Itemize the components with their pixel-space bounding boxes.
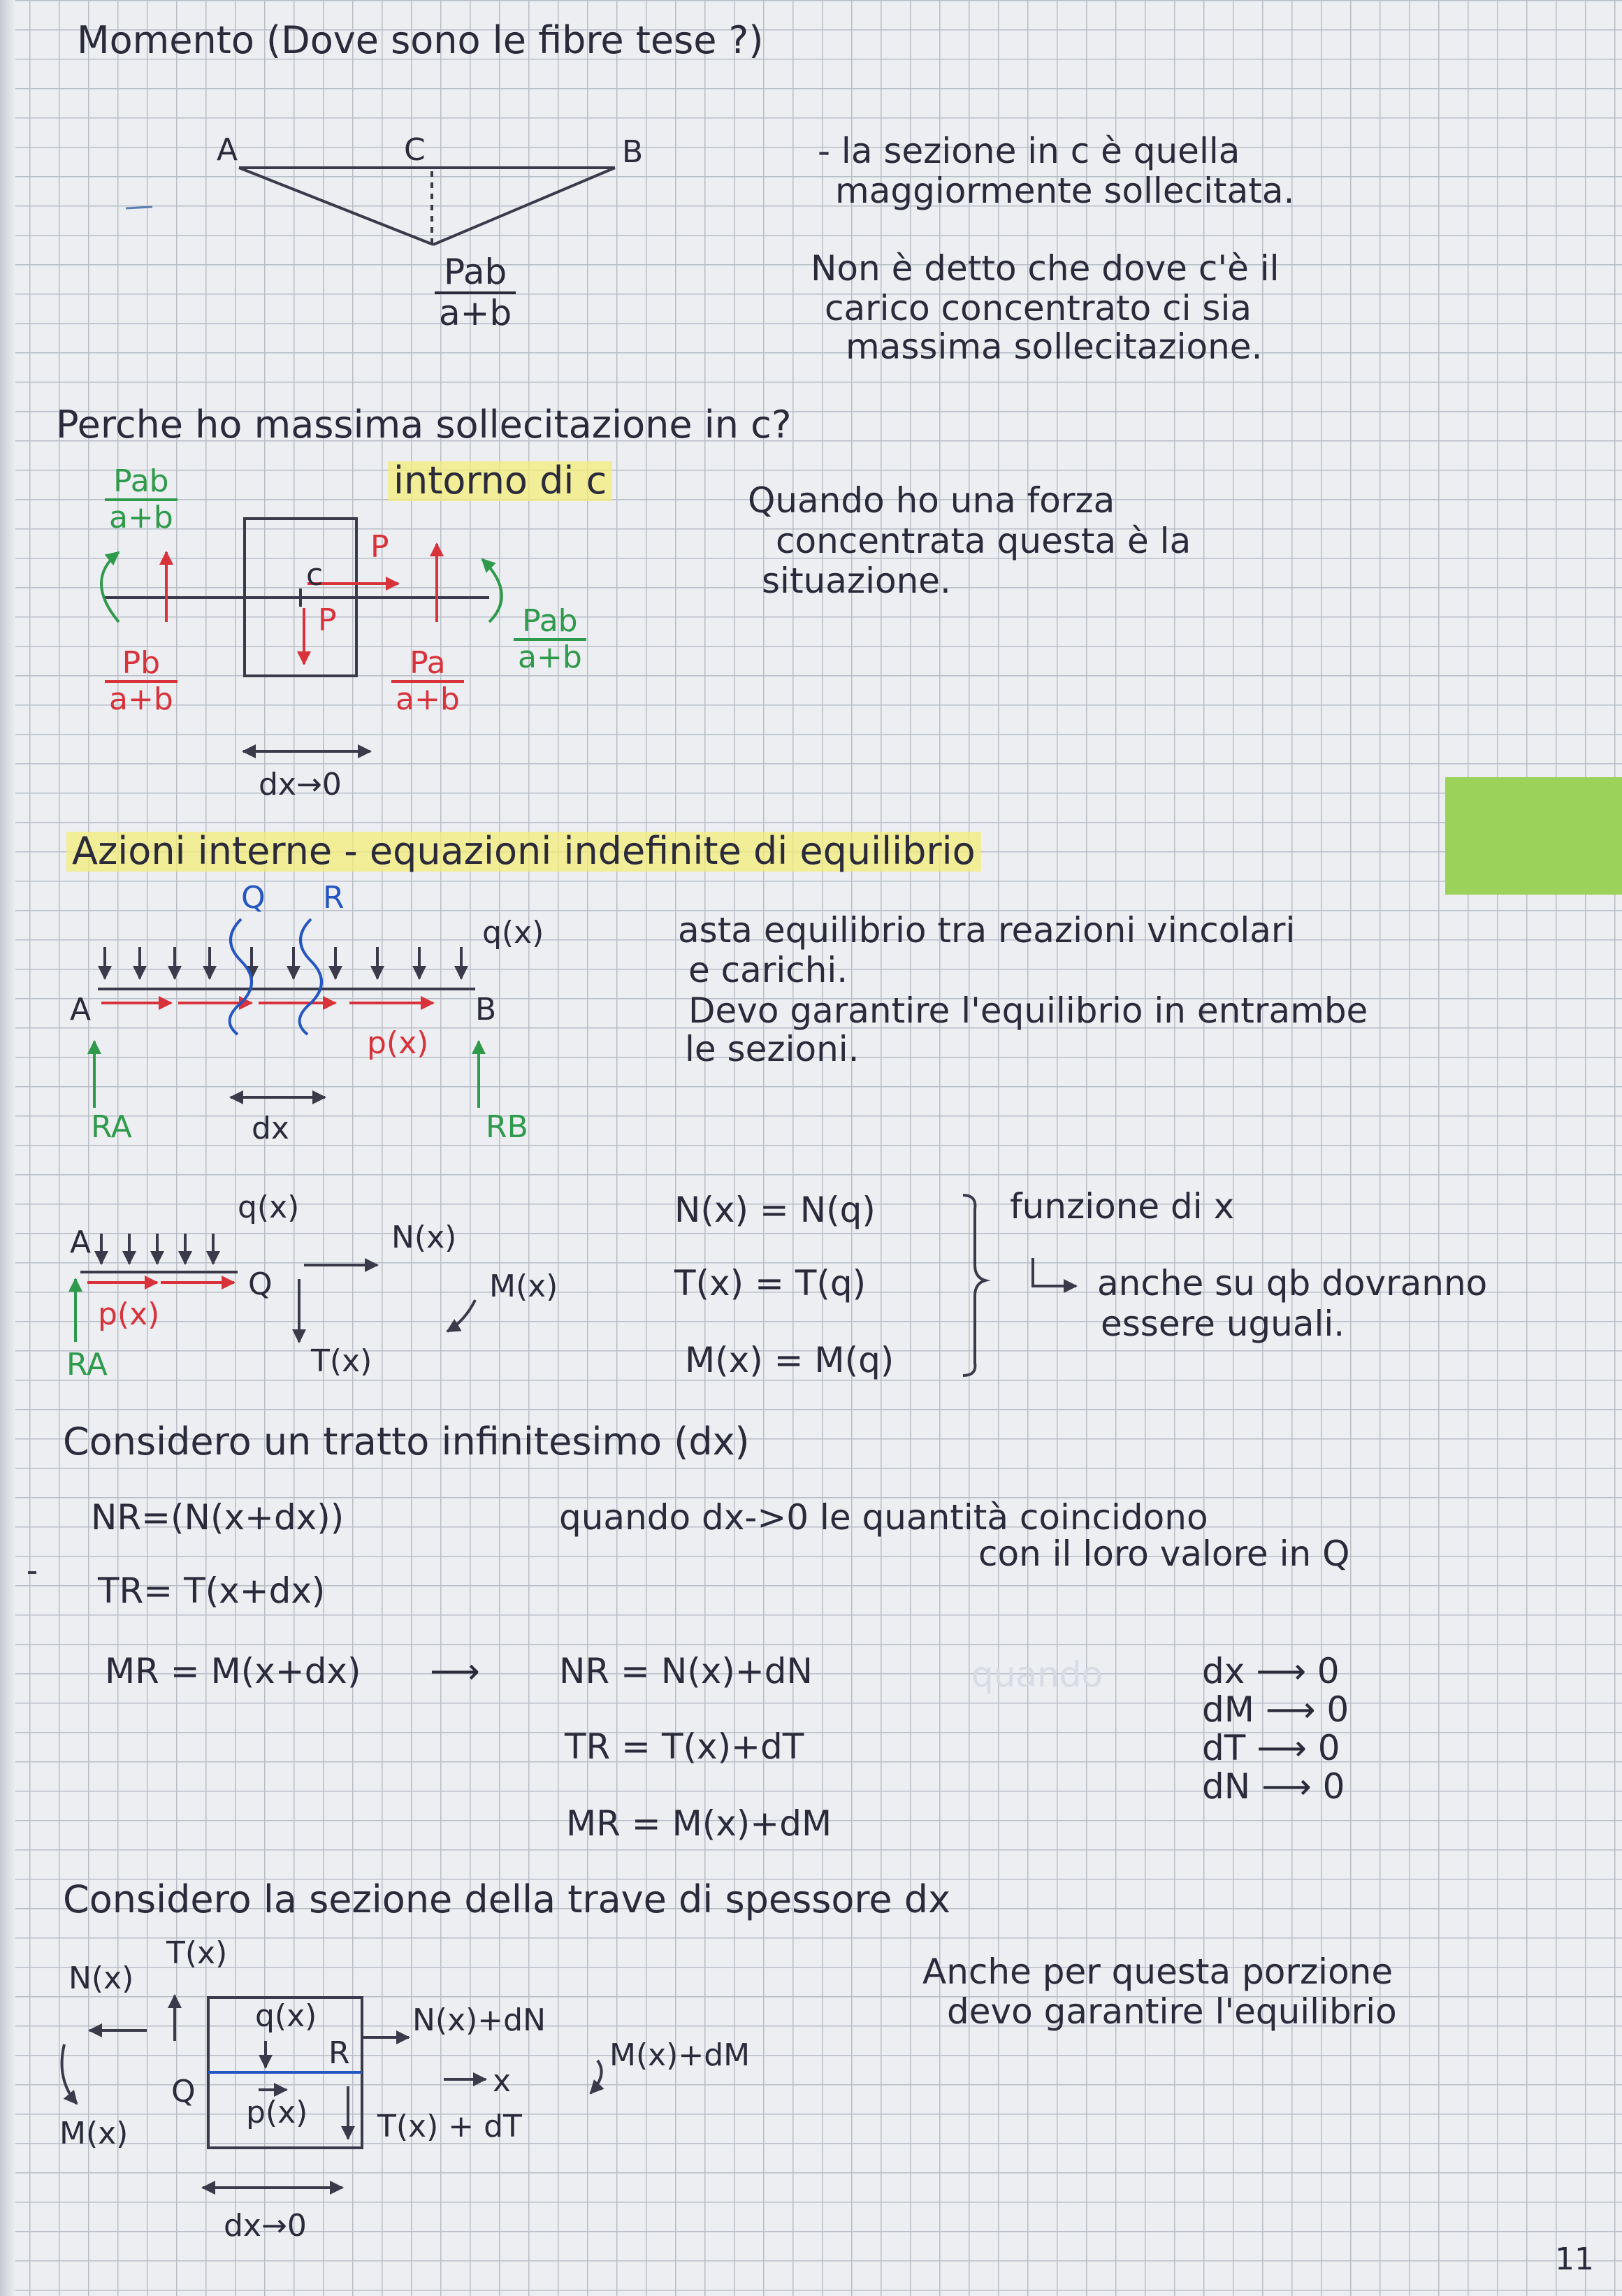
fraction-denominator: a+b [109, 681, 173, 718]
cut-line-r [300, 919, 321, 1034]
label-ra: RA [66, 1347, 108, 1382]
label-q-cut: Q [241, 880, 266, 916]
fraction-denominator: a+b [518, 640, 582, 676]
fraction-denominator: a+b [439, 293, 512, 333]
note-line2: concentrata questa è la [776, 521, 1192, 561]
note2-line1: Non è detto che dove c'è il [811, 248, 1280, 289]
note1-line2: maggiormente sollecitata. [835, 171, 1295, 211]
label-dx-limit: dx→0 [259, 767, 342, 802]
mdm-arrow [591, 2060, 602, 2093]
label-nx: N(x) [391, 1220, 457, 1255]
label-mx: M(x) [59, 2116, 129, 2151]
section5-title: Considero un tratto infinitesimo (dx) [63, 1420, 750, 1464]
limit-dx: dx ⟶ 0 [1202, 1651, 1340, 1691]
fraction-moment-right [514, 605, 586, 675]
point-c-label: C [404, 132, 426, 168]
limit-dn: dN ⟶ 0 [1202, 1766, 1345, 1807]
label-dx-limit: dx→0 [224, 2208, 307, 2244]
fraction-reaction-pb [105, 647, 178, 717]
nr-definition: NR=(N(x+dx)) [91, 1497, 345, 1538]
nr-expansion: NR = N(x)+dN [559, 1651, 813, 1691]
label-r-cut: R [323, 880, 345, 916]
distributed-load-arrows [105, 947, 461, 979]
note-line4: le sezioni. [685, 1029, 860, 1069]
tr-expansion: TR = T(x)+dT [565, 1726, 804, 1767]
margin-mark [126, 207, 152, 208]
label-dx: dx [252, 1111, 289, 1146]
left-portion-diagram [75, 1195, 1076, 1379]
label-nx: N(x) [68, 1961, 134, 1996]
label-t-plus-dt: T(x) + dT [377, 2109, 522, 2144]
fraction-numerator: Pab [435, 253, 516, 294]
note-line3: Devo garantire l'equilibrio in entrambe [688, 990, 1368, 1031]
fraction-numerator: Pb [105, 647, 178, 683]
brace [963, 1195, 985, 1376]
func-note-line1: anche su qb dovranno [1097, 1263, 1488, 1304]
label-a: A [70, 1225, 92, 1260]
fraction-reaction-pa [391, 647, 464, 717]
label-ra: RA [91, 1109, 132, 1145]
point-a-label: A [217, 132, 238, 168]
fraction-moment-left [105, 465, 178, 535]
label-p-down: P [318, 602, 337, 638]
label-px: p(x) [98, 1297, 160, 1332]
note-line2: e carichi. [688, 950, 848, 990]
note2-line2: carico concentrato ci sia [825, 288, 1252, 328]
label-q: Q [171, 2074, 196, 2109]
equation-t: T(x) = T(q) [674, 1263, 867, 1304]
label-p-right: P [370, 529, 389, 565]
label-qx: q(x) [238, 1190, 300, 1225]
equation-n: N(x) = N(q) [674, 1190, 876, 1230]
mx-arrow [447, 1300, 475, 1331]
highlight-intorno-di-c: intorno di c [388, 461, 612, 501]
note-line1: Quando ho una forza [748, 480, 1115, 521]
fraction-numerator: Pa [391, 647, 464, 683]
fraction-numerator: Pab [105, 465, 178, 501]
label-m-plus-dm: M(x)+dM [609, 2037, 751, 2073]
moment-triangle-diagram [126, 168, 615, 245]
func-arrow [1033, 1258, 1076, 1286]
note2-line3: massima sollecitazione. [846, 326, 1263, 367]
section2-title: Perche ho massima sollecitazione in c? [56, 403, 792, 447]
label-tx: T(x) [311, 1343, 372, 1379]
section1-title: Momento (Dove sono le fibre tese ?) [77, 18, 764, 62]
label-px: p(x) [246, 2095, 308, 2130]
fraction-numerator: Pab [514, 605, 586, 641]
note-line2: con il loro valore in Q [978, 1533, 1350, 1574]
fraction-denominator: a+b [396, 681, 460, 718]
label-x: x [493, 2063, 512, 2099]
peak-moment-fraction [435, 253, 516, 333]
implies-arrow: ⟶ [430, 1651, 480, 1691]
note1-line1: - la sezione in c è quella [818, 131, 1240, 171]
moment-line-left [239, 168, 433, 245]
faded-quando: quando [971, 1654, 1103, 1695]
point-b-label: B [622, 134, 644, 170]
label-a: A [70, 992, 92, 1027]
limit-dt: dT ⟶ 0 [1202, 1728, 1340, 1768]
note-line1: asta equilibrio tra reazioni vincolari [678, 910, 1296, 951]
label-qx: q(x) [482, 915, 544, 951]
moment-line-right [433, 168, 615, 245]
beam-distributed-load-diagram [94, 919, 479, 1108]
label-n-plus-dn: N(x)+dN [412, 2002, 546, 2038]
note-line1: Anche per questa porzione [922, 1951, 1393, 1992]
mr-expansion: MR = M(x)+dM [566, 1803, 832, 1844]
label-q: Q [248, 1266, 273, 1302]
fraction-denominator: a+b [109, 500, 173, 536]
page-number: 11 [1555, 2241, 1594, 2277]
label-c: c [306, 557, 324, 593]
equation-m: M(x) = M(q) [685, 1340, 895, 1380]
function-of-x-label: funzione di x [1010, 1186, 1235, 1227]
moment-left-green-arrow [101, 552, 119, 622]
label-rb: RB [486, 1109, 528, 1145]
note-line2: devo garantire l'equilibrio [947, 1991, 1397, 2032]
mr-definition: MR = M(x+dx) [105, 1651, 361, 1691]
label-mx: M(x) [489, 1269, 558, 1304]
moment-right-green-arrow [482, 559, 502, 622]
label-b: B [475, 992, 497, 1027]
section6-title: Considero la sezione della trave di spessore dx [63, 1877, 951, 1921]
note-line1: quando dx->0 le quantità coincidono [559, 1497, 1208, 1538]
func-note-line2: essere uguali. [1101, 1304, 1345, 1344]
label-r: R [328, 2035, 350, 2071]
limit-dm: dM ⟶ 0 [1202, 1689, 1349, 1730]
cut-line-q [230, 919, 252, 1034]
label-qx: q(x) [255, 1998, 317, 2034]
tr-definition: TR= T(x+dx) [98, 1571, 326, 1611]
note-line3: situazione. [762, 561, 951, 601]
label-px: p(x) [367, 1025, 429, 1061]
mx-left-arrow [62, 2044, 77, 2104]
label-tx: T(x) [166, 1935, 228, 1971]
section3-title: Azioni interne - equazioni indefinite di equilibrio [66, 832, 981, 872]
